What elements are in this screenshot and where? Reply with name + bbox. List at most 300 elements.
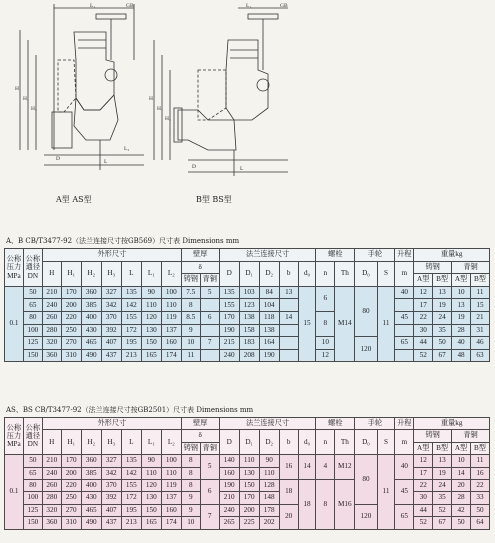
cell: 128: [259, 479, 279, 491]
table-row: [5, 492, 490, 504]
cell: 45: [395, 479, 414, 504]
col-h3: H₃: [101, 430, 121, 455]
cell: 50: [23, 455, 42, 467]
bronze-b-header: B型: [470, 442, 489, 454]
cell: 150: [23, 349, 42, 362]
cell: 174: [161, 349, 181, 362]
cell: 50: [433, 337, 452, 350]
weight-bronze-header: 青铜: [452, 430, 490, 442]
col-s: S: [377, 261, 395, 286]
cell: 138: [259, 324, 279, 337]
wall-bronze-header: 青铜: [200, 442, 219, 454]
cell: 8: [181, 479, 200, 491]
dim-l1-b: L₁: [246, 3, 252, 9]
cell: 10: [452, 286, 471, 299]
cell: 135: [219, 286, 239, 299]
cell: 195: [121, 504, 141, 516]
cell: 240: [219, 504, 239, 516]
cell: 22: [470, 479, 489, 491]
cell: 13: [433, 455, 452, 467]
pn-cell: 0.1: [5, 286, 24, 362]
cell: 120: [355, 504, 377, 529]
cell: 65: [395, 337, 414, 350]
cell: 360: [81, 455, 101, 467]
dim-d-b: D: [192, 164, 196, 170]
cell: 16: [279, 455, 298, 480]
cell: 80: [23, 479, 42, 491]
cell: M14: [335, 286, 355, 362]
cell: 220: [61, 311, 81, 324]
cell: 240: [219, 349, 239, 362]
cell: 6: [316, 286, 335, 311]
col-m: m: [395, 430, 414, 455]
gb-label-a: GB: [126, 3, 134, 9]
cell: 44: [414, 504, 433, 516]
cell: 178: [259, 504, 279, 516]
cell: 35: [433, 492, 452, 504]
cell: 370: [101, 479, 121, 491]
cell: 65: [395, 504, 414, 529]
cell: 28: [452, 324, 471, 337]
cell: 110: [141, 299, 161, 312]
cell: 46: [470, 337, 489, 350]
cell: 67: [433, 349, 452, 362]
cell: 164: [259, 337, 279, 350]
cell: 202: [259, 517, 279, 529]
cell: 4: [316, 455, 335, 480]
gb-label-b: GB: [280, 3, 288, 9]
col-l1: L₁: [141, 261, 161, 286]
cell: M12: [335, 455, 355, 480]
cell: 342: [101, 299, 121, 312]
cell: 135: [121, 455, 141, 467]
cell: [279, 299, 298, 312]
cell: 165: [141, 349, 161, 362]
cell: 213: [121, 349, 141, 362]
figure-a-caption: A型 AS型: [56, 195, 92, 204]
cell: 125: [23, 337, 42, 350]
cell: 165: [141, 517, 161, 529]
pn-header: 公称压力MPa: [5, 249, 24, 287]
cell: 240: [42, 467, 61, 479]
col-l: L: [121, 261, 141, 286]
weight-steel-header: 铸钢: [414, 261, 452, 274]
col-d0: d₀: [298, 261, 316, 286]
cell: 150: [141, 337, 161, 350]
steel-b-header: B型: [433, 274, 452, 287]
cell: 210: [42, 286, 61, 299]
flange-header: 法兰连接尺寸: [219, 249, 316, 262]
cell: 7: [200, 337, 219, 350]
wall-bronze-header: 青铜: [200, 274, 219, 287]
cell: 137: [161, 324, 181, 337]
cell: 138: [239, 311, 259, 324]
cell: 40: [395, 286, 414, 299]
cell: 18: [298, 479, 316, 529]
cell: 430: [81, 324, 101, 337]
cell: 65: [23, 467, 42, 479]
cell: 100: [161, 455, 181, 467]
cell: 148: [259, 492, 279, 504]
steel-b-header: B型: [433, 442, 452, 454]
bolt-header: 螺栓: [316, 249, 355, 262]
cell: [395, 349, 414, 362]
col-th: Th: [335, 261, 355, 286]
flange-header-b: 法兰连接尺寸: [219, 418, 316, 430]
cell: 11: [181, 349, 200, 362]
cell: 64: [470, 517, 489, 529]
cell: 10: [181, 337, 200, 350]
weight-header: 重量kg: [414, 249, 490, 262]
table-row: [5, 467, 490, 479]
cell: 50: [470, 504, 489, 516]
cell: 200: [61, 299, 81, 312]
table-row: [5, 286, 490, 299]
col-n: n: [316, 261, 335, 286]
cell: 150: [239, 479, 259, 491]
cell: 110: [161, 467, 181, 479]
cell: 19: [433, 467, 452, 479]
cell: 110: [141, 467, 161, 479]
weight-bronze-header: 青铜: [452, 261, 490, 274]
cell: 140: [219, 455, 239, 467]
cell: 42: [452, 504, 471, 516]
cell: 155: [219, 299, 239, 312]
cell: 48: [452, 349, 471, 362]
cell: 490: [81, 349, 101, 362]
table-row: [5, 479, 490, 491]
cell: 150: [23, 517, 42, 529]
bronze-a-header: A型: [452, 274, 471, 287]
bolt-header-b: 螺栓: [316, 418, 355, 430]
cell: 118: [259, 311, 279, 324]
cell: 130: [141, 492, 161, 504]
table-a-title: A、B CB/T3477-92（法兰连接尺寸按GB569）尺寸表 Dimensions mm: [6, 237, 240, 245]
figure-b-caption: B型 BS型: [196, 195, 232, 204]
col-l2: L₂: [161, 261, 181, 286]
cell: 142: [121, 467, 141, 479]
cell: 44: [414, 337, 433, 350]
col-h3: H₃: [101, 261, 121, 286]
col-d0-wheel: D₀: [355, 261, 377, 286]
cell: 17: [414, 467, 433, 479]
table-row: [5, 311, 490, 324]
table-row: [5, 337, 490, 350]
dim-h2-b: H₂: [165, 116, 171, 122]
cell: [200, 324, 219, 337]
cell: 14: [279, 311, 298, 324]
col-d0-wheel: D₀: [355, 430, 377, 455]
pn-cell: 0.1: [5, 455, 24, 529]
steel-a-header: A型: [414, 442, 433, 454]
table-row: [5, 324, 490, 337]
cell: 14: [452, 467, 471, 479]
cell: 200: [239, 504, 259, 516]
cell: 215: [219, 337, 239, 350]
cell: 360: [42, 349, 61, 362]
cell: 225: [239, 517, 259, 529]
cell: 31: [470, 324, 489, 337]
cell: 360: [81, 286, 101, 299]
cell: 119: [161, 479, 181, 491]
cell: 260: [42, 311, 61, 324]
cell: 30: [414, 492, 433, 504]
col-h2: H₂: [81, 261, 101, 286]
cell: 6: [200, 311, 219, 324]
cell: 160: [161, 504, 181, 516]
col-d1: D₁: [239, 261, 259, 286]
cell: [279, 349, 298, 362]
cell: 10: [316, 337, 335, 350]
cell: 183: [239, 337, 259, 350]
cell: 20: [452, 479, 471, 491]
cell: 310: [61, 349, 81, 362]
table-b-title: AS、BS CB/T3477-92（法兰连接尺寸按GB2501）尺寸表 Dimensions mm: [6, 406, 254, 414]
cell: 170: [61, 286, 81, 299]
cell: 320: [42, 337, 61, 350]
cell: 130: [141, 324, 161, 337]
cell: 17: [414, 299, 433, 312]
dimension-table-b: [4, 417, 490, 530]
cell: 90: [141, 286, 161, 299]
table-row: [5, 517, 490, 529]
cell: 123: [239, 299, 259, 312]
col-l: L: [121, 430, 141, 455]
dim-d-a: D: [56, 156, 60, 162]
cell: 437: [101, 517, 121, 529]
cell: 400: [81, 311, 101, 324]
cell: 392: [101, 492, 121, 504]
cell: 250: [61, 492, 81, 504]
cell: 63: [470, 349, 489, 362]
col-d2: D₂: [259, 261, 279, 286]
col-n: n: [316, 430, 335, 455]
cell: 280: [42, 492, 61, 504]
table-row: [5, 504, 490, 516]
cell: 270: [61, 504, 81, 516]
cell: 13: [433, 286, 452, 299]
cell: 200: [61, 467, 81, 479]
cell: [200, 299, 219, 312]
bronze-a-header: A型: [452, 442, 471, 454]
cell: 240: [42, 299, 61, 312]
cell: 6: [200, 479, 219, 504]
cell: 190: [219, 324, 239, 337]
cell: 465: [81, 337, 101, 350]
cell: 280: [42, 324, 61, 337]
cell: [395, 299, 414, 312]
dim-h1-a: H₁: [23, 96, 29, 102]
cell: 80: [355, 455, 377, 505]
dim-l-a: L: [104, 159, 108, 165]
cell: 10: [452, 455, 471, 467]
cell: 137: [161, 492, 181, 504]
table-row: [5, 455, 490, 467]
cell: 33: [470, 492, 489, 504]
cell: 13: [279, 286, 298, 299]
cell: 103: [239, 286, 259, 299]
col-m: m: [395, 261, 414, 286]
cell: 12: [414, 286, 433, 299]
cell: 40: [395, 455, 414, 480]
outer-dim-header-b: 外形尺寸: [42, 418, 181, 430]
cell: 52: [433, 504, 452, 516]
cell: 155: [121, 311, 141, 324]
col-h1: H₁: [61, 261, 81, 286]
cell: 8: [181, 467, 200, 479]
cell: 190: [259, 349, 279, 362]
col-d1: D₁: [239, 430, 259, 455]
cell: 125: [23, 504, 42, 516]
cell: 119: [161, 311, 181, 324]
cell: 370: [101, 311, 121, 324]
lift-header: 升程: [395, 249, 414, 262]
col-delta: δ: [181, 261, 219, 274]
cell: 150: [141, 504, 161, 516]
bronze-b-header: B型: [470, 274, 489, 287]
cell: 11: [377, 455, 395, 529]
dim-l2-a: L₂: [124, 146, 130, 152]
cell: 120: [141, 311, 161, 324]
cell: 135: [121, 286, 141, 299]
col-h: H: [42, 261, 61, 286]
cell: 160: [219, 467, 239, 479]
cell: 110: [161, 299, 181, 312]
dim-l1-a: L₁: [90, 3, 96, 9]
wall-steel-header: 铸钢: [181, 274, 200, 287]
cell: 15: [298, 286, 316, 362]
cell: 12: [414, 455, 433, 467]
col-delta: δ: [181, 430, 219, 442]
cell: 28: [452, 492, 471, 504]
col-l1: L₁: [141, 430, 161, 455]
cell: 310: [61, 517, 81, 529]
cell: 172: [121, 324, 141, 337]
cell: 160: [161, 337, 181, 350]
col-d: D: [219, 261, 239, 286]
cell: 7: [200, 504, 219, 529]
cell: 15: [470, 299, 489, 312]
cell: 65: [23, 299, 42, 312]
cell: 120: [355, 337, 377, 362]
cell: 327: [101, 455, 121, 467]
wall-header-b: 壁厚: [181, 418, 219, 430]
cell: 21: [470, 311, 489, 324]
cell: 11: [470, 455, 489, 467]
cell: 11: [377, 286, 395, 362]
cell: 52: [414, 517, 433, 529]
cell: 437: [101, 349, 121, 362]
table-row: [5, 299, 490, 312]
cell: 8.5: [181, 311, 200, 324]
cell: 210: [42, 455, 61, 467]
cell: 250: [61, 324, 81, 337]
cell: 13: [452, 299, 471, 312]
cell: 20: [279, 504, 298, 529]
dn-header: 公称通径DN: [23, 249, 42, 287]
weight-header-b: 重量kg: [414, 418, 490, 430]
cell: 385: [81, 467, 101, 479]
cell: 22: [414, 311, 433, 324]
cell: 490: [81, 517, 101, 529]
cell: 170: [219, 311, 239, 324]
cell: 130: [239, 467, 259, 479]
cell: 170: [239, 492, 259, 504]
dn-header-b: 公称通径DN: [23, 418, 42, 455]
wheel-header-b: 手轮: [355, 418, 395, 430]
cell: 8: [316, 311, 335, 336]
cell: 24: [433, 479, 452, 491]
cell: 172: [121, 492, 141, 504]
dim-h-b: H: [149, 96, 153, 102]
cell: [200, 349, 219, 362]
cell: 67: [433, 517, 452, 529]
cell: 213: [121, 517, 141, 529]
cell: 385: [81, 299, 101, 312]
cell: 327: [101, 286, 121, 299]
col-d0: d₀: [298, 430, 316, 455]
wall-header: 壁厚: [181, 249, 219, 262]
cell: 45: [395, 311, 414, 324]
cell: 40: [452, 337, 471, 350]
cell: 9: [181, 492, 200, 504]
cell: 430: [81, 492, 101, 504]
cell: 22: [414, 479, 433, 491]
cell: 260: [42, 479, 61, 491]
col-s: S: [377, 430, 395, 455]
cell: 19: [433, 299, 452, 312]
cell: 14: [298, 455, 316, 480]
cell: 90: [259, 455, 279, 467]
table-row: [5, 349, 490, 362]
cell: 210: [219, 492, 239, 504]
cell: 80: [23, 311, 42, 324]
cell: 392: [101, 324, 121, 337]
cell: 100: [23, 324, 42, 337]
cell: 16: [470, 467, 489, 479]
cell: 342: [101, 467, 121, 479]
col-h2: H₂: [81, 430, 101, 455]
cell: 18: [279, 479, 298, 504]
col-b: b: [279, 261, 298, 286]
cell: 400: [81, 479, 101, 491]
cell: 110: [259, 467, 279, 479]
cell: 8: [181, 455, 200, 467]
weight-steel-header: 铸钢: [414, 430, 452, 442]
cell: 110: [239, 455, 259, 467]
dimension-table-a: [4, 248, 490, 362]
cell: 24: [433, 311, 452, 324]
cell: 158: [239, 324, 259, 337]
valve-drawing-a: [14, 0, 154, 200]
pn-header-b: 公称压力MPa: [5, 418, 24, 455]
col-d2: D₂: [259, 430, 279, 455]
cell: 5: [200, 455, 219, 480]
cell: 5: [200, 286, 219, 299]
cell: 220: [61, 479, 81, 491]
cell: 208: [239, 349, 259, 362]
cell: 120: [141, 479, 161, 491]
cell: 100: [23, 492, 42, 504]
dim-h-a: H: [15, 86, 19, 92]
cell: [279, 337, 298, 350]
cell: 12: [316, 349, 335, 362]
cell: 8: [316, 479, 335, 529]
cell: 170: [61, 455, 81, 467]
col-h1: H₁: [61, 430, 81, 455]
cell: [279, 324, 298, 337]
dim-l-b: L: [240, 166, 244, 172]
